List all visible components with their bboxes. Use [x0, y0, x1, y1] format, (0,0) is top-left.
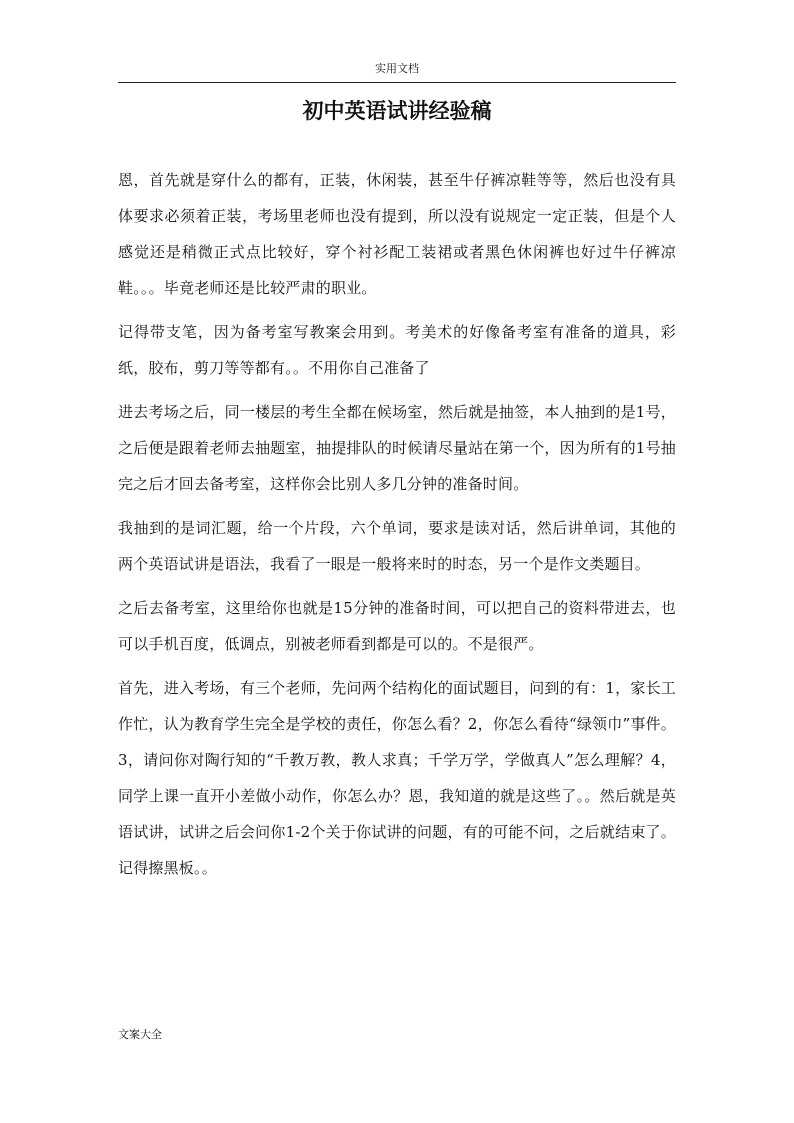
paragraph-draw-lots: 进去考场之后，同一楼层的考生全都在候场室，然后就是抽签，本人抽到的是1号，之后便是跟着老师去抽题室，抽提排队的时候请尽量站在第一个，因为所有的1号抽完之后才回去备考室，这样你会比别人多几分钟的准备时间。: [118, 403, 676, 493]
document-body: [118, 162, 676, 894]
paragraph-preparation: 之后去备考室，这里给你也就是15分钟的准备时间，可以把自己的资料带进去，也可以手机百度，低调点，别被老师看到都是可以的。不是很严。: [118, 599, 676, 653]
paragraph-topic: 我抽到的是词汇题，给一个片段，六个单词，要求是读对话，然后讲单词，其他的两个英语试讲是语法，我看了一眼是一般将来时的时态，另一个是作文类题目。: [118, 519, 676, 573]
paragraph-interview: 首先，进入考场，有三个老师，先问两个结构化的面试题目，问到的有：1，家长工作忙，认为教育学生完全是学校的责任，你怎么看？2，你怎么看待“绿领巾”事件。3，请问你对陶行知的“千教万教，教人求真；千学万学，学做真人”怎么理解？4，同学上课一直开小差做小动作，你怎么办？恩，我知道的就是这些了。。然后就是英语试讲，试讲之后会问你1-2个关于你试讲的问题，有的可能不问，之后就结束了。记得擦黑板。。: [118, 679, 676, 877]
paragraph-pen: 记得带支笔，因为备考室写教案会用到。考美术的好像备考室有准备的道具，彩纸，胶布，剪刀等等都有。。不用你自己准备了: [118, 323, 676, 377]
header-text: 实用文档: [375, 62, 419, 75]
paragraph-attire: 恩，首先就是穿什么的都有，正装，休闲装，甚至牛仔裤凉鞋等等，然后也没有具体要求必须着正装，考场里老师也没有提到，所以没有说规定一定正装，但是个人感觉还是稍微正式点比较好，穿个衬衫配工装裙或者黑色休闲裤也好过牛仔裤凉鞋。。。毕竟老师还是比较严肃的职业。: [118, 171, 676, 297]
page-header: [118, 60, 676, 83]
document-title: 初中英语试讲经验稿: [302, 98, 492, 123]
page-footer: 文案大全: [118, 1028, 162, 1041]
